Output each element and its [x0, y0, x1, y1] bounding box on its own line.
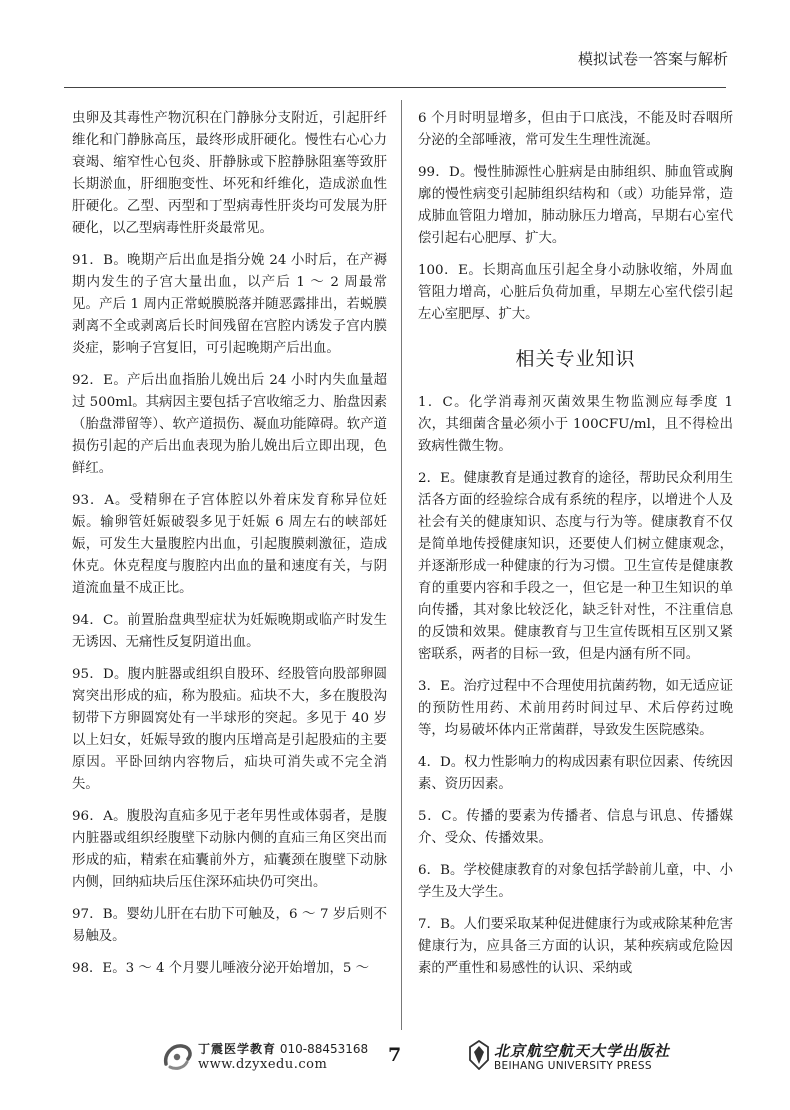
brand-website: www.dzyxedu.com: [198, 1057, 328, 1072]
answer-97: 97．B。婴幼儿肝在右肋下可触及，6 ～ 7 岁后则不易触及。: [72, 907, 387, 944]
running-header-title: 模拟试卷一答案与解析: [577, 50, 728, 68]
answer-3: 3．E。治疗过程中不合理使用抗菌药物，如无适应证的预防性用药、术前用药时间过早、术后停药过晚等，均易破坏体内正常菌群，导致发生医院感染。: [418, 679, 733, 738]
section-title: 相关专业知识: [515, 348, 636, 370]
answer-7: 7．B。人们要采取某种促进健康行为或戒除某种危害健康行为，应具备三方面的认识，某种疾病或危险因素的严重性和易感性的认识、采纳或: [418, 917, 733, 976]
page-number: 7: [388, 1044, 402, 1066]
answer-91: 91．B。晚期产后出血是指分娩 24 小时后，在产褥期内发生的子宫大量出血，以产后 1 ～ 2 周最常见。产后 1 周内正常蜕膜脱落并随恶露排出，若蜕膜剥离不全或剥离后长时间残留在宫腔内诱发子宫内膜炎症，影响子宫复旧，可引起晚期产后出血。: [72, 253, 387, 356]
answer-96: 96．A。腹股沟直疝多见于老年男性或体弱者，是腹内脏器或组织经腹壁下动脉内侧的直疝三角区突出而形成的疝，精索在疝囊前外方，疝囊颈在腹壁下动脉内侧，回纳疝块后压住深环疝块仍可突出。: [72, 809, 387, 890]
answer-100: 100．E。长期高血压引起全身小动脉收缩，外周血管阻力增高，心脏后负荷加重，早期左心室代偿引起左心室肥厚、扩大。: [418, 263, 733, 322]
answer-5: 5．C。传播的要素为传播者、信息与讯息、传播媒介、受众、传播效果。: [418, 809, 733, 846]
press-name-en: BEIHANG UNIVERSITY PRESS: [494, 1060, 652, 1072]
answer-4: 4．D。权力性影响力的构成因素有职位因素、传统因素、资历因素。: [418, 755, 733, 792]
right-column: [418, 108, 733, 990]
answer-94: 94．C。前置胎盘典型症状为妊娠晚期或临产时发生无诱因、无痛性反复阴道出血。: [72, 613, 387, 650]
answer-1: 1．C。化学消毒剂灭菌效果生物监测应每季度 1 次，其细菌含量必须小于 100CFU/ml，且不得检出致病性微生物。: [418, 395, 733, 454]
brand-line: [198, 1040, 368, 1057]
answer-98: 98．E。3 ～ 4 个月婴儿唾液分泌开始增加，5 ～: [72, 961, 370, 976]
answer-93: 93．A。受精卵在子宫体腔以外着床发育称异位妊娠。输卵管妊娠破裂多见于妊娠 6 周左右的峡部妊娠，可发生大量腹腔内出血，引起腹膜刺激征，造成休克。休克程度与腹腔内出血的量和速度有关，与阴道流血量不成正比。: [72, 493, 387, 596]
answer-99: 99．D。慢性肺源性心脏病是由肺组织、肺血管或胸廓的慢性病变引起肺组织结构和（或）功能异常，造成肺血管阻力增加，肺动脉压力增高，早期右心室代偿引起右心肥厚、扩大。: [418, 165, 733, 246]
header-rule: [64, 87, 726, 88]
paragraph: 虫卵及其毒性产物沉积在门静脉分支附近，引起肝纤维化和门静脉高压，最终形成肝硬化。慢性右心心力衰竭、缩窄性心包炎、肝静脉或下腔静脉阻塞等致肝长期淤血，肝细胞变性、坏死和纤维化，造成淤血性肝硬化。乙型、丙型和丁型病毒性肝炎均可发展为肝硬化，以乙型病毒性肝炎最常见。: [72, 111, 387, 236]
column-divider: [401, 100, 402, 1030]
left-column: [72, 108, 387, 990]
answer-98-continued: 6 个月时明显增多，但由于口底浅，不能及时吞咽所分泌的全部唾液，常可发生生理性流涎。: [418, 111, 733, 148]
press-name-cn: 北京航空航天大学出版社: [494, 1042, 671, 1060]
brand-phone: 010-88453168: [279, 1042, 369, 1056]
answer-92: 92．E。产后出血指胎儿娩出后 24 小时内失血量超过 500ml。其病因主要包括子宫收缩乏力、胎盘因素（胎盘滞留等）、软产道损伤、凝血功能障碍。软产道损伤引起的产后出血表现为胎儿娩出后立即出现，色鲜红。: [72, 373, 387, 476]
answer-2: 2．E。健康教育是通过教育的途径，帮助民众利用生活各方面的经验综合成有系统的程序，以增进个人及社会有关的健康知识、态度与行为等。健康教育不仅是简单地传授健康知识，还要使人们树立健康观念，并逐渐形成一种健康的行为习惯。卫生宣传是健康教育的重要内容和手段之一，但它是一种卫生知识的单向传播，其对象比较泛化，缺乏针对性，不注重信息的反馈和效果。健康教育与卫生宣传既相互区别又紧密联系，两者的目标一致，但是内涵有所不同。: [418, 471, 733, 662]
buaa-press-emblem-icon: [468, 1040, 490, 1070]
page-footer: [0, 1040, 790, 1100]
brand-name: 丁震医学教育: [198, 1042, 277, 1056]
dzyx-logo-icon: [162, 1042, 194, 1072]
answer-95: 95．D。腹内脏器或组织自股环、经股管向股部卵圆窝突出形成的疝，称为股疝。疝块不大，多在腹股沟韧带下方卵圆窝处有一半球形的突起。多见于 40 岁以上妇女，妊娠导致的腹内压增高是引起股疝的主要原因。平卧回纳内容物后，疝块可消失或不完全消失。: [72, 667, 387, 792]
answer-6: 6．B。学校健康教育的对象包括学龄前儿童，中、小学生及大学生。: [418, 863, 733, 900]
